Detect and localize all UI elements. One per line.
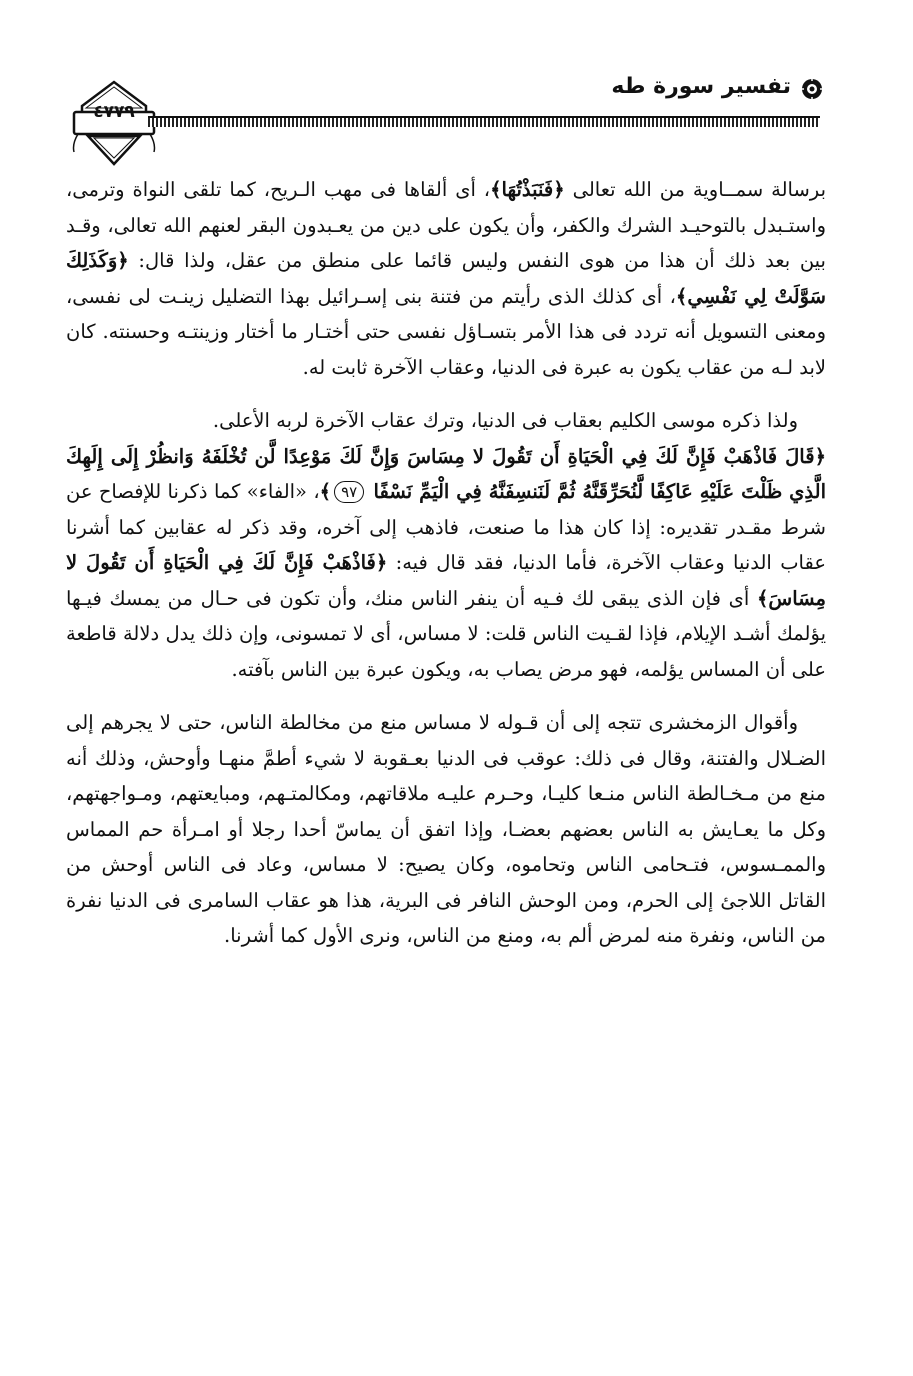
header-rule (148, 116, 820, 127)
text-run: ، أى ألقاها فى مهب الـريح، كما تلقى النواة وترمى، واستـبدل بالتوحيـد الشرك والكفر، وأن يكون على دين من يعـبدون البقر لعنهم الله تعالى، وقـد بين بعد ذلك أن هذا من هوى النفس وليس قائما على منطق من عقل، ولذا قال: (66, 178, 826, 272)
text-run: ، أى كذلك الذى رأيتم من فتنة بنى إسـرائيل بهذا التضليل زينـت لى نفسى، ومعنى التسويل أنه تردد فى هذا الأمر بتسـاؤل نفسى حتى أختـار ما أختار وزينتـه وحسنته. كان لابد لـه من عقاب يكون به عبرة فى الدنيا، وعقاب الآخرة ثابت له. (66, 284, 826, 379)
text-run: برسالة سمــاوية من الله تعالى (564, 178, 826, 201)
verse-close-bracket: ﴾ (319, 480, 332, 503)
paragraph-1 (66, 172, 826, 385)
paragraph-gap (66, 687, 826, 705)
quran-verse: ﴿قَالَ فَاذْهَبْ فَإِنَّ لَكَ فِي الْحَيَاةِ أَن تَقُولَ لا مِسَاسَ وَإِنَّ لَكَ مَوْعِدًا لَّن تُخْلَفَهُ وَانظُرْ إِلَى إِلَهِكَ الَّذِي ظَلْتَ عَلَيْهِ عَاكِفًا لَّنُحَرِّقَنَّهُ ثُمَّ لَنَنسِفَنَّهُ فِي الْيَمِّ نَسْفًا (66, 444, 827, 503)
running-title: تفسير سورة طه (611, 74, 791, 99)
text-run: أى فإن الذى يبقى لك فـيه أن ينفر الناس منك، وأن تكون فى حـال من يمسك فيـها يؤلمك أشـد الإيلام، فإذا لقـيت الناس قلت: لا مساس، أى لا تمسونى، وإن ذلك يدل دلالة قاطعة على أن المساس يؤلمه، فهو مرض يصاب به، ويكون عبرة بين الناس بآفته. (66, 586, 826, 681)
page-body (66, 172, 826, 954)
paragraph-2: ولذا ذكره موسى الكليم بعقاب فى الدنيا، وترك عقاب الآخرة لربه الأعلى. (212, 409, 798, 432)
quran-verse: ﴿فَنَبَذْتُهَا﴾ (490, 178, 565, 201)
paragraph-3 (66, 439, 826, 688)
page-number: ٤٧٧٩ (93, 102, 135, 122)
text-run: ، «الفاء» كما ذكرنا للإفصاح عن شرط مقـدر تقديره: إذا كان هذا ما صنعت، فاذهب إلى آخره، وقد ذكر له عقابين كما أشرنا عقاب الدنيا وعقاب الآخرة، فأما الدنيا، فقد قال فيه: (66, 480, 826, 574)
page-header (60, 66, 825, 166)
page-number-badge-icon (68, 78, 160, 168)
paragraph-gap (66, 385, 826, 403)
quran-verse: ﴿وَكَذَلِكَ سَوَّلَتْ لِي نَفْسِي﴾ (66, 249, 827, 308)
paragraph-4: وأقوال الزمخشرى تتجه إلى أن قـوله لا مساس منع من مخالطة الناس، حتى لا يجرهم إلى الضـلال والفتنة، وقال فى ذلك: عوقب فى الدنيا بعـقوبة لا شيء أطمَّ منهـا وأوحش، وذلك أنه منع من مـخـالطة الناس منـعا كليـا، وحـرم عليـه ملاقاتهم، ومكالمتـهم، ومبايعتهم، ومـواجهتهم، وكل ما يعـايش به الناس بعضهم بعضـا، وإذا اتفق أن يماسّ أحدا رجلا أو امـرأة حم المماس والممـسوس، فتـحامى الناس وتحاموه، وكان يصيح: لا مساس، وعاد فى الناس أوحش من القاتل اللاجئ إلى الحرم، ومن الوحش النافر فى البرية، هذا هو عقاب السامرى فى الدنيا نفرة من الناس، ونفرة منه لمرض ألم به، ومنع من الناس، ونرى الأول كما أشرنا. (66, 711, 826, 947)
flower-ornament-icon (799, 76, 825, 102)
page-number-badge (68, 78, 160, 138)
ayah-number: ٩٧ (334, 481, 364, 503)
quran-verse: ﴿فَاذْهَبْ فَإِنَّ لَكَ فِي الْحَيَاةِ أَن تَقُولَ لا مِسَاسَ﴾ (66, 551, 826, 610)
